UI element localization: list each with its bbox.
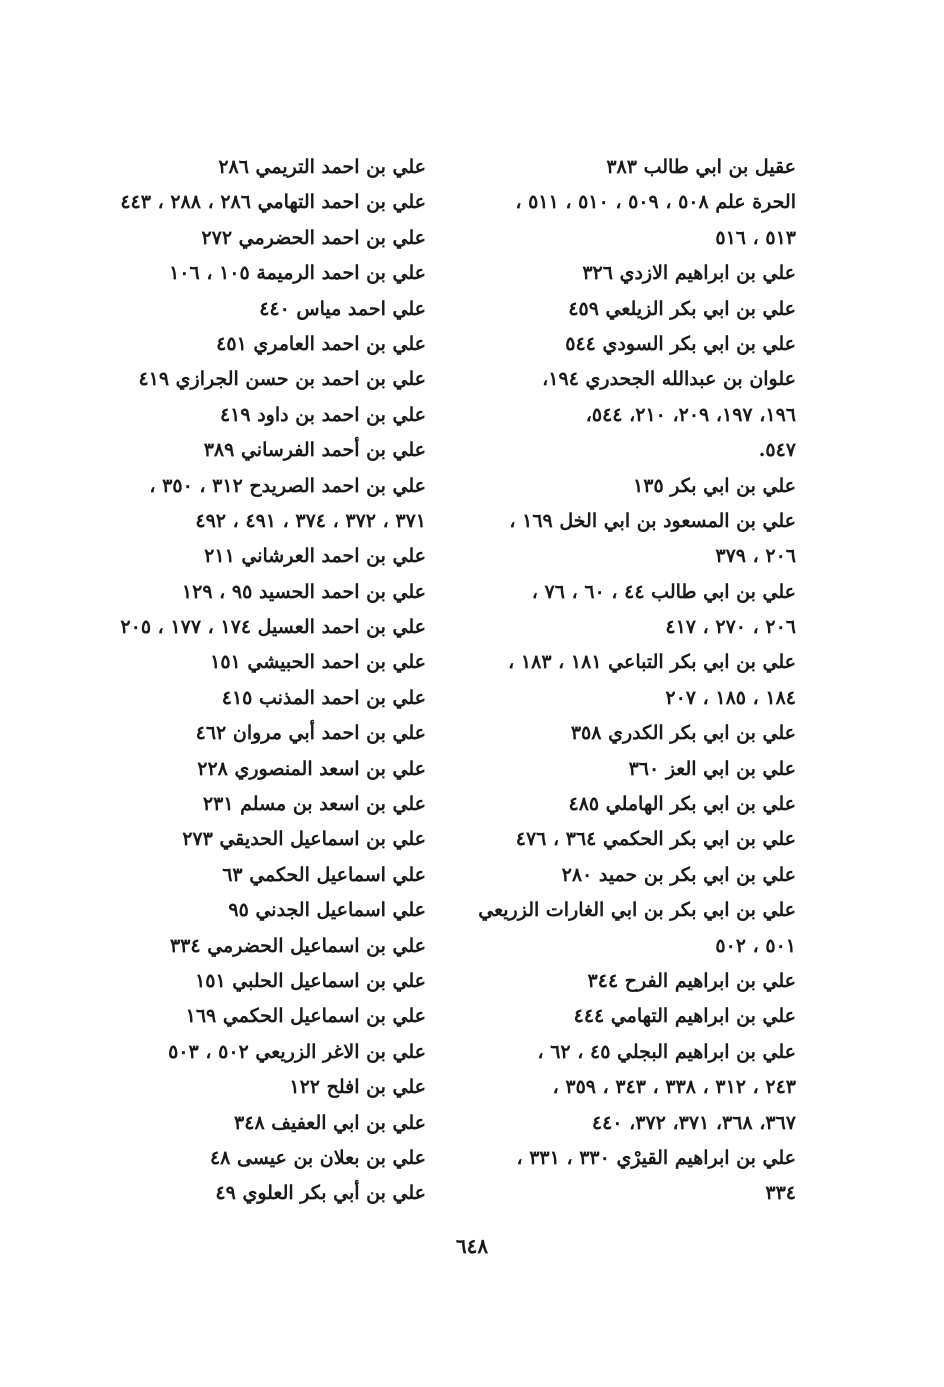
index-entry: علي بن ابي بكر السودي ٥٤٤ bbox=[565, 332, 796, 355]
index-entry: علي بن بعلان بن عيسى ٤٨ bbox=[209, 1146, 426, 1169]
index-entry: علي اسماعيل الحكمي ٦٣ bbox=[222, 863, 426, 886]
index-entry: علي بن ابي بكر الحكمي ٣٦٤ ، ٤٧٦ bbox=[515, 828, 796, 851]
index-entry: علي بن احمد العرشاني ٢١١ bbox=[204, 545, 426, 568]
index-entry: علي بن ابراهيم البجلي ٤٥ ، ٦٢ ، bbox=[537, 1040, 796, 1063]
index-entry: علي بن اسماعيل الحلبي ١٥١ bbox=[195, 969, 426, 992]
index-entry: ٥٤٧. bbox=[758, 439, 796, 462]
index-entry: علي بن اسماعيل الحكمي ١٦٩ bbox=[185, 1005, 426, 1028]
index-entry: علي بن ابراهيم القيرْي ٣٣٠ ، ٣٣١ ، bbox=[516, 1146, 796, 1169]
index-entry: علي بن ابي بكر بن ابي الغارات الزريعي bbox=[478, 899, 796, 922]
index-entry: علي احمد مياس ٤٤٠ bbox=[259, 297, 426, 320]
index-column-right bbox=[466, 150, 796, 1212]
index-entry: علي بن الاغر الزريعي ٥٠٢ ، ٥٠٣ bbox=[168, 1040, 426, 1063]
index-entry: علي بن احمد العامري ٤٥١ bbox=[216, 332, 426, 355]
index-entry: عقيل بن ابي طالب ٣٨٣ bbox=[606, 156, 796, 178]
index-entry: ١٩٦، ١٩٧، ٢٠٩، ٢١٠، ٥٤٤، bbox=[585, 403, 796, 426]
index-entry: ٢٠٦ ، ٢٧٠ ، ٤١٧ bbox=[665, 616, 796, 639]
index-entry: ٣٧١ ، ٣٧٢ ، ٣٧٤ ، ٤٩١ ، ٤٩٢ bbox=[195, 509, 426, 532]
index-entry: علي بن افلح ١٢٢ bbox=[289, 1076, 426, 1099]
index-entry: ٢٤٣ ، ٣١٢ ، ٣٣٨ ، ٣٤٣ ، ٣٥٩ ، bbox=[552, 1076, 796, 1099]
index-entry: علي بن احمد الصريدح ٣١٢ ، ٣٥٠ ، bbox=[149, 474, 426, 497]
index-entry: علي بن ابي العز ٣٦٠ bbox=[628, 757, 796, 780]
index-entry: علي بن ابي طالب ٤٤ ، ٦٠ ، ٧٦ ، bbox=[531, 580, 796, 603]
index-entry: علي بن احمد التهامي ٢٨٦ ، ٢٨٨ ، ٤٤٣ bbox=[120, 191, 426, 214]
index-entry: علي بن ابراهيم الازدي ٣٢٦ bbox=[582, 262, 796, 285]
index-entry: ٣٣٤ bbox=[765, 1182, 796, 1205]
index-entry: علي بن احمد المذنب ٤١٥ bbox=[221, 686, 426, 709]
index-entry: علي بن ابي بكر ١٣٥ bbox=[633, 474, 796, 497]
index-entry: ٥١٣ ، ٥١٦ bbox=[715, 226, 796, 249]
index-entry: علي بن احمد بن حسن الجرازي ٤١٩ bbox=[138, 368, 426, 391]
index-entry: علي بن أبي بكر العلوي ٤٩ bbox=[215, 1182, 426, 1205]
index-entry: ١٨٤ ، ١٨٥ ، ٢٠٧ bbox=[665, 686, 796, 709]
index-entry: علي بن احمد الحضرمي ٢٧٢ bbox=[201, 226, 426, 249]
index-entry: علي بن ابي بكر الزيلعي ٤٥٩ bbox=[568, 297, 796, 320]
index-entry: علي بن احمد بن داود ٤١٩ bbox=[219, 403, 426, 426]
index-entry: علي بن ابي بكر بن حميد ٢٨٠ bbox=[561, 863, 796, 886]
index-entry: علي بن احمد الحسيد ٩٥ ، ١٢٩ bbox=[181, 580, 426, 603]
index-entry: علي بن احمد العسيل ١٧٤ ، ١٧٧ ، ٢٠٥ bbox=[120, 616, 426, 639]
index-entry: علي بن احمد الرميمة ١٠٥ ، ١٠٦ bbox=[169, 262, 426, 285]
index-entry: علي بن ابي بكر التباعي ١٨١ ، ١٨٣ ، bbox=[508, 651, 796, 674]
index-entry: علي بن ابي بكر الكدري ٣٥٨ bbox=[570, 722, 796, 745]
index-entry: علي بن اسماعيل الحديقي ٢٧٣ bbox=[182, 828, 426, 851]
index-entry: الحرة علم ٥٠٨ ، ٥٠٩ ، ٥١٠ ، ٥١١ ، bbox=[515, 191, 796, 214]
index-entry: علي بن احمد التريمي ٢٨٦ bbox=[218, 156, 426, 178]
index-entry: ٢٠٦ ، ٣٧٩ bbox=[715, 545, 796, 568]
index-entry: علي بن احمد الحبيشي ١٥١ bbox=[210, 651, 426, 674]
index-entry: علي بن اسعد المنصوري ٢٢٨ bbox=[197, 757, 426, 780]
index-entry: علي بن احمد أبي مروان ٤٦٢ bbox=[195, 722, 426, 745]
index-entry: علي بن ابراهيم التهامي ٤٤٤ bbox=[573, 1005, 796, 1028]
index-entry: علي بن اسماعيل الحضرمي ٣٣٤ bbox=[169, 934, 426, 957]
index-entry: علوان بن عبدالله الجحدري ١٩٤، bbox=[542, 368, 796, 391]
index-entry: علي بن المسعود بن ابي الخل ١٦٩ ، bbox=[509, 509, 796, 532]
index-entry: ٥٠١ ، ٥٠٢ bbox=[715, 934, 796, 957]
page-number: ٦٤٨ bbox=[455, 1234, 489, 1258]
index-entry: علي بن اسعد بن مسلم ٢٣١ bbox=[202, 793, 426, 816]
index-column-left bbox=[96, 150, 426, 1212]
index-entry: علي بن ابراهيم الفرح ٣٤٤ bbox=[587, 969, 796, 992]
index-entry: ٣٦٧، ٣٦٨، ٣٧١، ٣٧٢، ٤٤٠ bbox=[591, 1111, 796, 1134]
index-entry: علي اسماعيل الجدني ٩٥ bbox=[228, 899, 426, 922]
index-entry: علي بن ابي العفيف ٣٤٨ bbox=[234, 1111, 426, 1134]
index-entry: علي بن ابي بكر الهاملي ٤٨٥ bbox=[568, 793, 796, 816]
index-entry: علي بن أحمد الفرساني ٣٨٩ bbox=[203, 439, 426, 462]
